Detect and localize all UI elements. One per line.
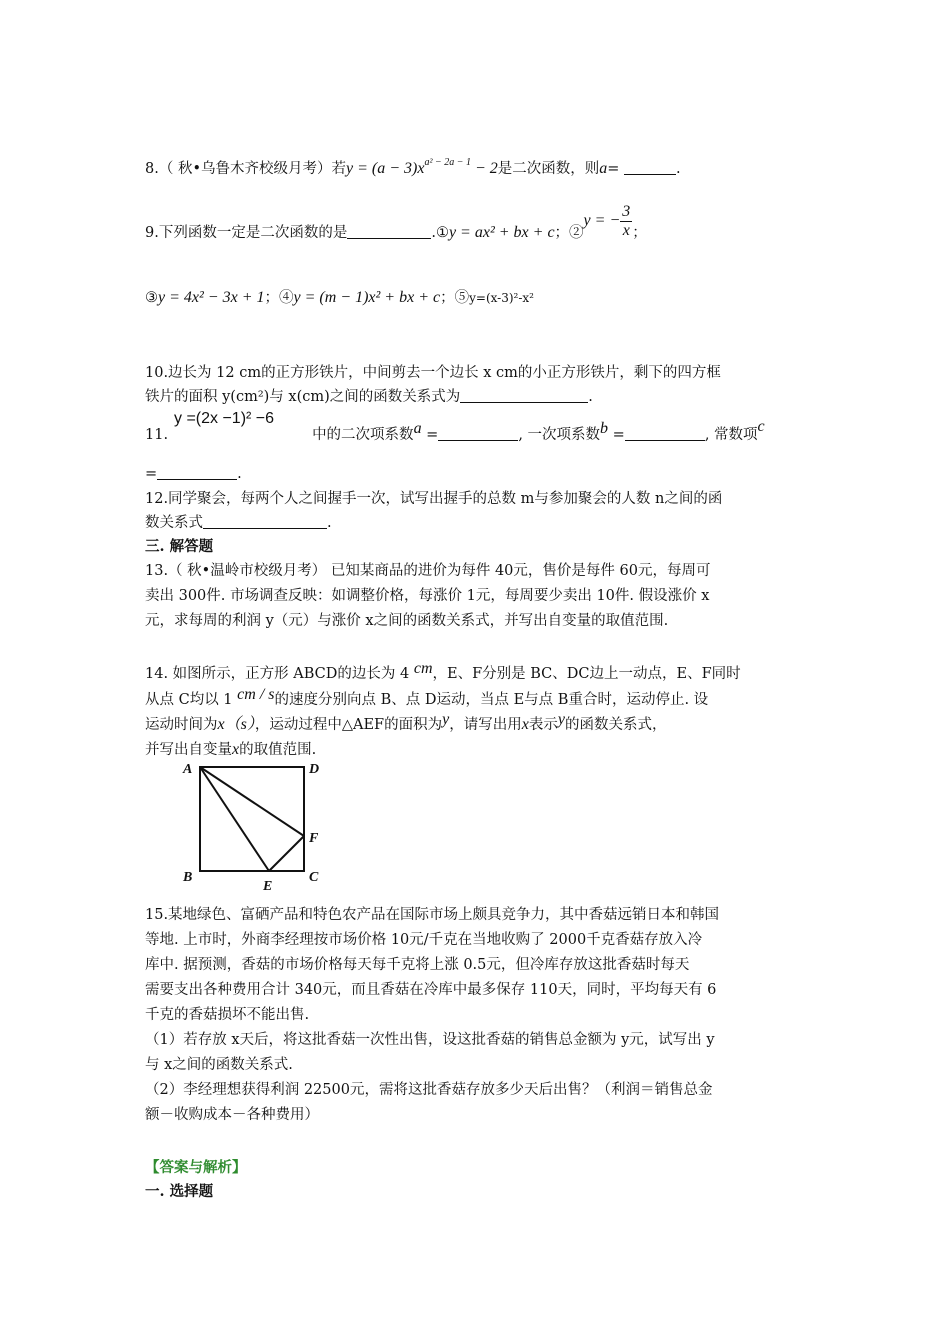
q12-text: 数关系式 bbox=[145, 515, 203, 531]
q9-label-3: ③ bbox=[145, 290, 158, 306]
q9-option-3: y = 4x² − 3x + 1 bbox=[158, 289, 265, 306]
section-3-heading: 三. 解答题 bbox=[145, 538, 214, 555]
question-14-line-1 bbox=[145, 660, 741, 685]
question-15-line-5: 千克的香菇损坏不能出售. bbox=[145, 1007, 310, 1023]
q9-label-4: ；④ bbox=[264, 290, 294, 306]
question-13-line-2: 卖出 300件. 市场调查反映：如调整价格，每涨价 1元，每周要少卖出 10件. 假设涨价 x bbox=[145, 588, 710, 604]
question-12-line-2 bbox=[145, 512, 332, 534]
question-12-line-1: 12.同学聚会，每两个人之间握手一次，试写出握手的总数 m与参加聚会的人数 n之间的函 bbox=[145, 491, 723, 507]
segment-ef bbox=[269, 836, 304, 871]
q14-var-x-2: x bbox=[521, 716, 529, 733]
q8-formula: $y = (a - 3)x^{a^2 - 2a - 1} - 2$ bbox=[346, 157, 498, 177]
q11-var-b: b bbox=[600, 420, 609, 437]
q11-number: 11. bbox=[145, 427, 169, 443]
q14-unit-speed: cm / s bbox=[237, 686, 275, 703]
q11-end: . bbox=[237, 466, 242, 482]
q10-end: . bbox=[588, 389, 593, 405]
q14-text-1a: 14. 如图所示，正方形 ABCD的边长为 4 bbox=[145, 666, 414, 682]
q14-unit-cm: cm bbox=[413, 660, 433, 677]
label-c: C bbox=[309, 870, 319, 885]
q8-answer-blank[interactable] bbox=[624, 160, 676, 175]
q11-blank-b[interactable] bbox=[625, 426, 705, 441]
q9-label-2: ；② bbox=[554, 225, 584, 242]
q11-eq-1: = bbox=[426, 427, 439, 443]
q14-text-2a: 从点 C均以 1 bbox=[145, 692, 238, 708]
question-15-line-4: 需要支出各种费用合计 340元，而且香菇在冷库中最多保存 110天，同时，平均每天有 6 bbox=[145, 982, 717, 998]
answers-heading: 【答案与解析】 bbox=[145, 1159, 247, 1176]
q14-text-1b: ，E、F分别是 BC、DC边上一动点，E、F同时 bbox=[432, 666, 741, 682]
q8-end: . bbox=[676, 161, 681, 177]
q9-option-4: y = (m − 1)x² + bx + c bbox=[293, 289, 441, 306]
question-11-line-2 bbox=[145, 463, 242, 485]
q8-var: a bbox=[599, 160, 608, 177]
q9-label-1: .① bbox=[431, 225, 449, 242]
question-15-line-8: （2）李经理想获得利润 22500元，需将这批香菇存放多少天后出售？（利润＝销售总金 bbox=[145, 1082, 713, 1098]
q14-text-3a: 运动时间为 bbox=[145, 717, 218, 733]
question-8 bbox=[145, 158, 681, 180]
q14-text-3c: ，请写出用 bbox=[449, 717, 522, 733]
label-a: A bbox=[183, 762, 193, 777]
question-15-line-3: 库中. 据预测，香菇的市场价格每天每千克将上涨 0.5元，但冷库存放这批香菇时每天 bbox=[145, 957, 690, 973]
question-14-line-2 bbox=[145, 686, 709, 711]
q11-text-2: , 一次项系数 bbox=[518, 427, 601, 443]
question-15-line-7: 与 x之间的函数关系式. bbox=[145, 1057, 293, 1073]
q11-eq-3: = bbox=[145, 466, 158, 482]
q14-unit-s: （s） bbox=[224, 716, 255, 733]
segment-ae bbox=[200, 767, 269, 871]
q9-sep: ； bbox=[632, 225, 647, 242]
label-e: E bbox=[263, 879, 273, 892]
q14-text-2b: 的速度分别向点 B、点 D运动，当点 E与点 B重合时，运动停止. 设 bbox=[274, 692, 709, 708]
question-9-options bbox=[145, 287, 534, 309]
q11-text-3: , 常数项 bbox=[704, 427, 758, 443]
q11-blank-c[interactable] bbox=[157, 465, 237, 480]
q12-end: . bbox=[327, 515, 332, 531]
question-15-line-9: 额－收购成本－各种费用） bbox=[145, 1107, 319, 1123]
q11-formula: y =(2x −1)² −6 bbox=[174, 410, 275, 427]
question-14-line-3 bbox=[145, 711, 667, 736]
question-9 bbox=[145, 203, 647, 252]
question-15-line-6: （1）若存放 x天后，将这批香菇一次性出售，设这批香菇的销售总金额为 y元，试写出 y bbox=[145, 1032, 715, 1048]
q14-var-y-2: y bbox=[557, 711, 565, 728]
question-10-line-1: 10.边长为 12 cm的正方形铁片，中间剪去一个边长 x cm的小正方形铁片，剩下的四方框 bbox=[145, 365, 721, 381]
q14-var-y: y bbox=[442, 711, 450, 728]
label-b: B bbox=[183, 870, 193, 885]
q10-text: 铁片的面积 y(cm²)与 x(cm)之间的函数关系式为 bbox=[145, 389, 461, 405]
q14-text-3e: 的函数关系式， bbox=[564, 717, 667, 733]
q14-var-x: x bbox=[217, 716, 225, 733]
q14-var-x-3: x bbox=[232, 741, 240, 758]
q9-option-1: y = ax² + bx + c bbox=[448, 224, 555, 242]
label-d: D bbox=[309, 762, 320, 777]
q10-answer-blank[interactable] bbox=[460, 388, 588, 403]
question-15-line-2: 等地. 上市时，外商李经理按市场价格 10元/千克在当地收购了 2000千克香菇存放入冷 bbox=[145, 932, 703, 948]
q14-text-3d: 表示 bbox=[528, 717, 558, 733]
q14-text-4a: 并写出自变量 bbox=[145, 742, 232, 758]
q8-prefix: 8.（ 秋•乌鲁木齐校级月考）若 bbox=[145, 161, 346, 177]
question-13-line-1: 13.（ 秋•温岭市校级月考） 已知某商品的进价为每件 40元，售价是每件 60元，每周可 bbox=[145, 563, 711, 579]
q9-option-2: y = − $\frac{3}{x}$ bbox=[583, 203, 631, 239]
q9-option-5: y=(x-3)²-x² bbox=[469, 291, 534, 305]
q11-eq-2: = bbox=[612, 427, 625, 443]
question-10-line-2 bbox=[145, 386, 593, 408]
label-f: F bbox=[309, 831, 319, 846]
q14-text-3b: ，运动过程中△AEF的面积为 bbox=[254, 717, 443, 733]
q9-answer-blank[interactable] bbox=[347, 224, 431, 239]
square-abcd-figure bbox=[178, 757, 328, 892]
segment-af bbox=[200, 767, 304, 836]
q11-var-a: a bbox=[413, 420, 422, 437]
question-15-line-1: 15.某地绿色、富硒产品和特色农产品在国际市场上颇具竞争力，其中香菇远销日本和韩国 bbox=[145, 907, 720, 923]
square-abcd bbox=[200, 767, 304, 871]
q12-answer-blank[interactable] bbox=[203, 514, 327, 529]
q9-prefix: 9.下列函数一定是二次函数的是 bbox=[145, 225, 348, 242]
q9-label-5: ；⑤ bbox=[440, 290, 470, 306]
q11-text-1: 中的二次项系数 bbox=[312, 427, 414, 443]
question-13-line-3: 元，求每周的利润 y（元）与涨价 x之间的函数关系式，并写出自变量的取值范围. bbox=[145, 613, 669, 629]
q14-text-4b: 的取值范围. bbox=[239, 742, 317, 758]
q8-suffix: 是二次函数，则 bbox=[497, 161, 600, 177]
section-1-heading: 一. 选择题 bbox=[145, 1183, 214, 1200]
q11-blank-a[interactable] bbox=[438, 426, 518, 441]
q11-var-c: c bbox=[757, 418, 765, 435]
q8-eq: = bbox=[607, 161, 620, 177]
